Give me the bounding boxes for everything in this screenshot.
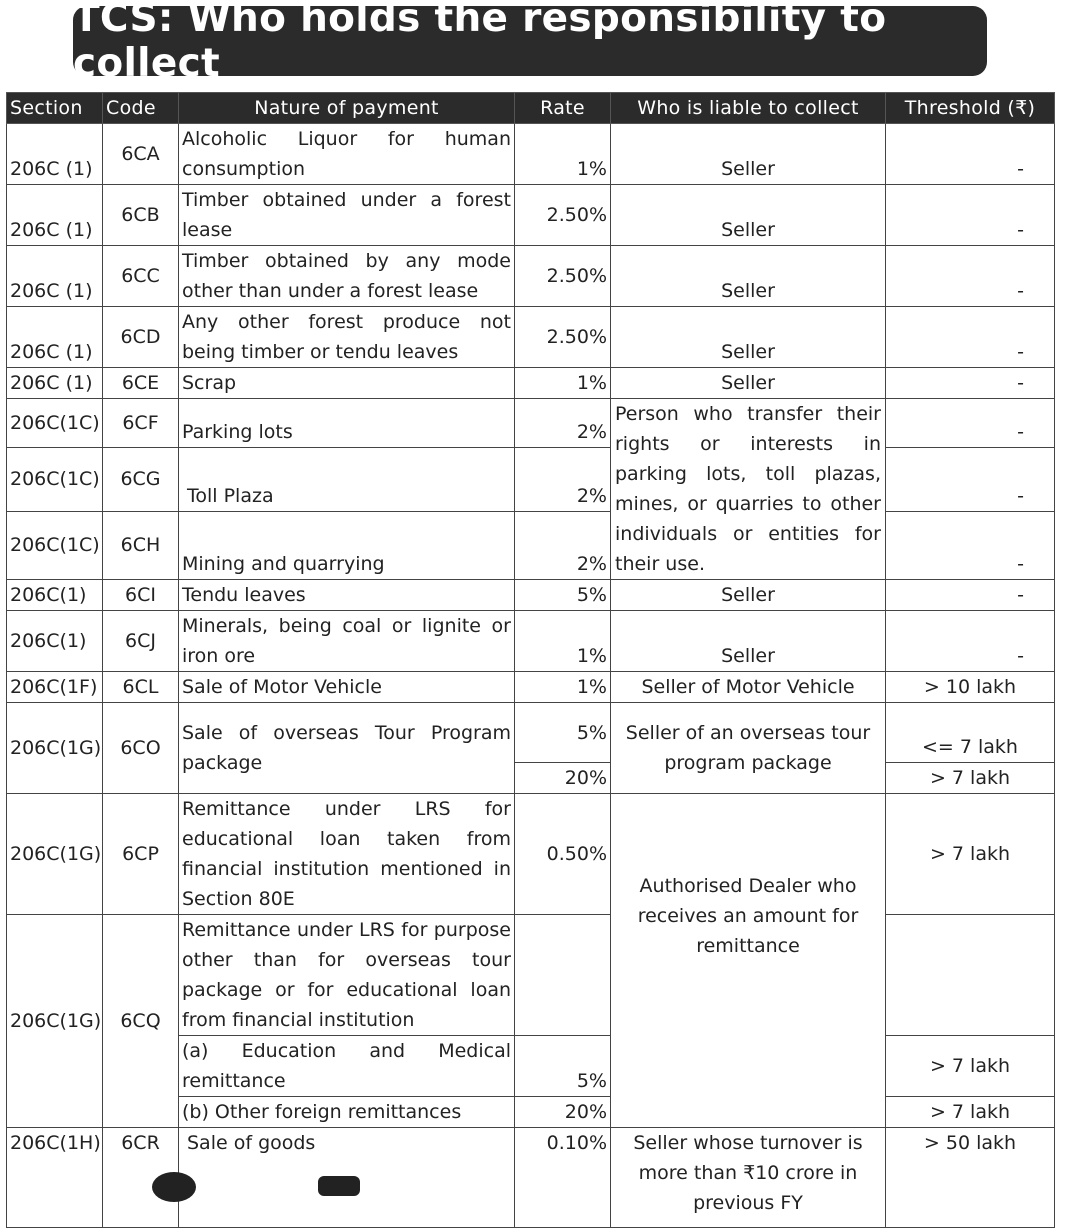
cell-rate: 1% — [515, 611, 611, 672]
header-threshold: Threshold (₹) — [886, 93, 1055, 124]
cell-threshold: > 10 lakh — [886, 672, 1055, 703]
table-row — [7, 399, 1055, 448]
cell-code: 6CL — [103, 672, 179, 703]
cell-nature-sub-a: (a) Education and Medical remittance — [179, 1036, 515, 1097]
cell-threshold: - — [886, 124, 1055, 185]
table-row — [7, 124, 1055, 185]
table-row — [7, 368, 1055, 399]
cell-rate: 2.50% — [515, 246, 611, 307]
header-rate: Rate — [515, 93, 611, 124]
cell-section: 206C(1G) — [7, 794, 103, 915]
cell-nature: Timber obtained by any mode other than under a forest lease — [179, 246, 515, 307]
cell-code: 6CE — [103, 368, 179, 399]
cell-section: 206C (1) — [7, 185, 103, 246]
cell-section: 206C(1) — [7, 611, 103, 672]
cell-threshold: - — [886, 185, 1055, 246]
cell-rate-empty — [515, 915, 611, 1036]
cell-who: Seller — [611, 185, 886, 246]
cell-code: 6CG — [103, 447, 179, 511]
cell-rate: 2% — [515, 447, 611, 511]
cell-nature: Sale of goods — [179, 1128, 515, 1228]
cell-rate: 0.10% — [515, 1128, 611, 1228]
cell-section: 206C(1) — [7, 580, 103, 611]
table-row — [7, 447, 1055, 511]
cell-threshold: > 7 lakh — [886, 794, 1055, 915]
cell-section: 206C (1) — [7, 307, 103, 368]
cell-threshold: - — [886, 447, 1055, 511]
cell-nature: Remittance under LRS for purpose other than for overseas tour package or for educational loan from financial institution — [179, 915, 515, 1036]
cell-threshold: - — [886, 611, 1055, 672]
cell-nature: Timber obtained under a forest lease — [179, 185, 515, 246]
cell-who: Seller of Motor Vehicle — [611, 672, 886, 703]
cell-nature: Minerals, being coal or lignite or iron ore — [179, 611, 515, 672]
table-header-row — [7, 93, 1055, 124]
cell-nature: Scrap — [179, 368, 515, 399]
cell-rate: 1% — [515, 672, 611, 703]
cell-rate: 2% — [515, 399, 611, 448]
cell-section: 206C(1G) — [7, 915, 103, 1128]
cell-threshold-sub-b: > 7 lakh — [886, 1097, 1055, 1128]
cell-who: Seller — [611, 580, 886, 611]
cell-section: 206C(1C) — [7, 447, 103, 511]
cell-section: 206C (1) — [7, 246, 103, 307]
cell-threshold: - — [886, 307, 1055, 368]
cell-threshold: - — [886, 511, 1055, 579]
table-row — [7, 915, 1055, 1036]
partial-rect-shape — [318, 1176, 360, 1196]
cell-code: 6CP — [103, 794, 179, 915]
cell-rate: 2.50% — [515, 307, 611, 368]
cell-who: Seller — [611, 307, 886, 368]
cell-code: 6CF — [103, 399, 179, 448]
cell-threshold: - — [886, 580, 1055, 611]
cell-who-merged-authorised-dealer: Authorised Dealer who receives an amount for remittance — [611, 794, 886, 1128]
cell-code: 6CJ — [103, 611, 179, 672]
cell-rate-sub-a: 5% — [515, 1036, 611, 1097]
cell-rate: 2.50% — [515, 185, 611, 246]
cell-rate-2: 20% — [515, 763, 611, 794]
cell-section: 206C(1C) — [7, 399, 103, 448]
cell-who: Seller whose turnover is more than ₹10 crore in previous FY — [611, 1128, 886, 1228]
cell-threshold: <= 7 lakh — [886, 703, 1055, 763]
tcs-table — [6, 92, 1055, 1228]
cell-threshold: > 50 lakh — [886, 1128, 1055, 1228]
cell-rate: 5% — [515, 580, 611, 611]
cell-nature: Mining and quarrying — [179, 511, 515, 579]
cell-section: 206C(1C) — [7, 511, 103, 579]
cell-threshold: - — [886, 368, 1055, 399]
cell-who: Seller of an overseas tour program package — [611, 703, 886, 794]
cell-who: Seller — [611, 368, 886, 399]
cell-nature: Alcoholic Liquor for human consumption — [179, 124, 515, 185]
cell-section: 206C (1) — [7, 124, 103, 185]
header-code: Code — [103, 93, 179, 124]
cell-rate: 1% — [515, 368, 611, 399]
table-row — [7, 672, 1055, 703]
header-section: Section — [7, 93, 103, 124]
header-nature: Nature of payment — [179, 93, 515, 124]
cell-code: 6CD — [103, 307, 179, 368]
header-who: Who is liable to collect — [611, 93, 886, 124]
cell-rate: 0.50% — [515, 794, 611, 915]
cell-nature: Sale of Motor Vehicle — [179, 672, 515, 703]
cell-who: Seller — [611, 246, 886, 307]
cell-code: 6CH — [103, 511, 179, 579]
table-row — [7, 794, 1055, 915]
table-row — [7, 307, 1055, 368]
cell-nature: Sale of overseas Tour Program package — [179, 703, 515, 794]
table-row — [7, 511, 1055, 579]
cell-code: 6CI — [103, 580, 179, 611]
cell-code: 6CC — [103, 246, 179, 307]
cell-nature-sub-b: (b) Other foreign remittances — [179, 1097, 515, 1128]
cell-threshold-sub-a: > 7 lakh — [886, 1036, 1055, 1097]
cell-rate-sub-b: 20% — [515, 1097, 611, 1128]
cell-nature: Tendu leaves — [179, 580, 515, 611]
cell-threshold-2: > 7 lakh — [886, 763, 1055, 794]
cell-code: 6CB — [103, 185, 179, 246]
cell-code: 6CO — [103, 703, 179, 794]
cell-section: 206C(1F) — [7, 672, 103, 703]
table-row — [7, 703, 1055, 763]
cell-code: 6CR — [103, 1128, 179, 1228]
table-row — [7, 580, 1055, 611]
table-row — [7, 185, 1055, 246]
table-row — [7, 611, 1055, 672]
table-row — [7, 246, 1055, 307]
cell-code: 6CQ — [103, 915, 179, 1128]
cell-threshold-empty — [886, 915, 1055, 1036]
cell-threshold: - — [886, 399, 1055, 448]
cell-nature: Remittance under LRS for educational loan taken from financial institution mentioned in Section 80E — [179, 794, 515, 915]
cell-section: 206C(1G) — [7, 703, 103, 794]
cell-rate: 2% — [515, 511, 611, 579]
cell-who: Seller — [611, 124, 886, 185]
cell-code: 6CA — [103, 124, 179, 185]
cell-rate: 1% — [515, 124, 611, 185]
cell-threshold: - — [886, 246, 1055, 307]
cell-who: Seller — [611, 611, 886, 672]
page-title: TCS: Who holds the responsibility to collect — [73, 6, 987, 76]
cell-section: 206C (1) — [7, 368, 103, 399]
cell-nature: Any other forest produce not being timber or tendu leaves — [179, 307, 515, 368]
partial-circle-shape — [152, 1172, 196, 1202]
cell-nature: Toll Plaza — [179, 447, 515, 511]
cell-who-merged-parking-toll-mining: Person who transfer their rights or interests in parking lots, toll plazas, mines, or quarries to other individuals or entities for their use. — [611, 399, 886, 580]
cell-nature: Parking lots — [179, 399, 515, 448]
cell-section: 206C(1H) — [7, 1128, 103, 1228]
cell-rate: 5% — [515, 703, 611, 763]
